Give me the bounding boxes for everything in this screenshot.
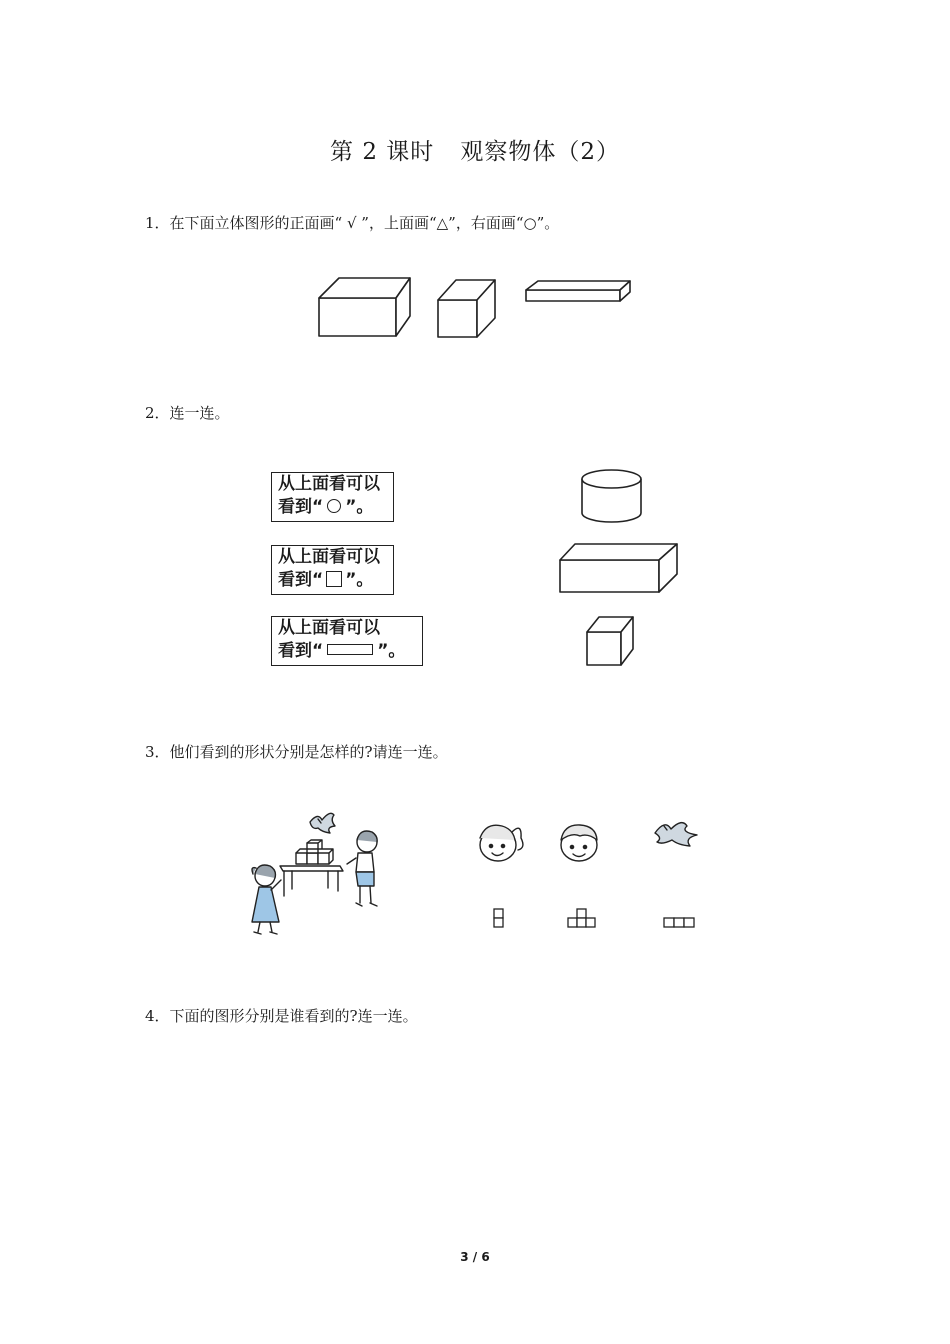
scene-table [280, 840, 343, 896]
question-4-text: 4．下面的图形分别是谁看到的?连一连。 [145, 1007, 418, 1025]
q2-box-line1: 从上面看可以 [278, 547, 380, 567]
q3-view-shape-vertical[interactable] [494, 909, 503, 927]
q1-cube [438, 280, 495, 337]
question-3-text: 3．他们看到的形状分别是怎样的?请连一连。 [145, 743, 448, 761]
rectangle-symbol-icon [327, 644, 373, 655]
q2-box-rectangle[interactable]: 从上面看可以 看到“ ”。 [271, 616, 423, 666]
lesson-topic: 观察物体（2） [460, 139, 620, 165]
q2-cylinder[interactable] [582, 470, 641, 522]
q1-cuboid-large [319, 278, 410, 336]
q3-bird-icon[interactable] [655, 823, 697, 846]
q2-box-square[interactable]: 从上面看可以 看到“ ”。 [271, 545, 394, 595]
q3-view-shape-t[interactable] [568, 909, 595, 927]
page-title [0, 133, 950, 166]
scene-bird-icon [310, 813, 335, 833]
question-1-text: 1．在下面立体图形的正面画“ √ ”，上面画“△”，右面画“○”。 [145, 214, 560, 232]
q2-box-circle[interactable]: 从上面看可以 看到“ ”。 [271, 472, 394, 522]
page-number: 3 / 6 [460, 1250, 490, 1264]
circle-symbol-icon [327, 499, 341, 513]
q3-view-shape-row[interactable] [664, 918, 694, 927]
question-2-text: 2．连一连。 [145, 404, 230, 422]
q3-boy-head-icon[interactable] [561, 825, 597, 861]
q2-cuboid[interactable] [560, 544, 677, 592]
square-symbol-icon [326, 571, 342, 587]
q1-flat-slab [526, 281, 630, 301]
scene-boy [347, 831, 377, 906]
lesson-number: 第 2 课时 [330, 139, 435, 165]
q2-cube[interactable] [587, 617, 633, 665]
q2-box-line1: 从上面看可以 [278, 474, 380, 494]
q2-box-line1: 从上面看可以 [278, 618, 380, 638]
scene-girl [252, 865, 281, 934]
q3-girl-head-icon[interactable] [480, 825, 523, 861]
